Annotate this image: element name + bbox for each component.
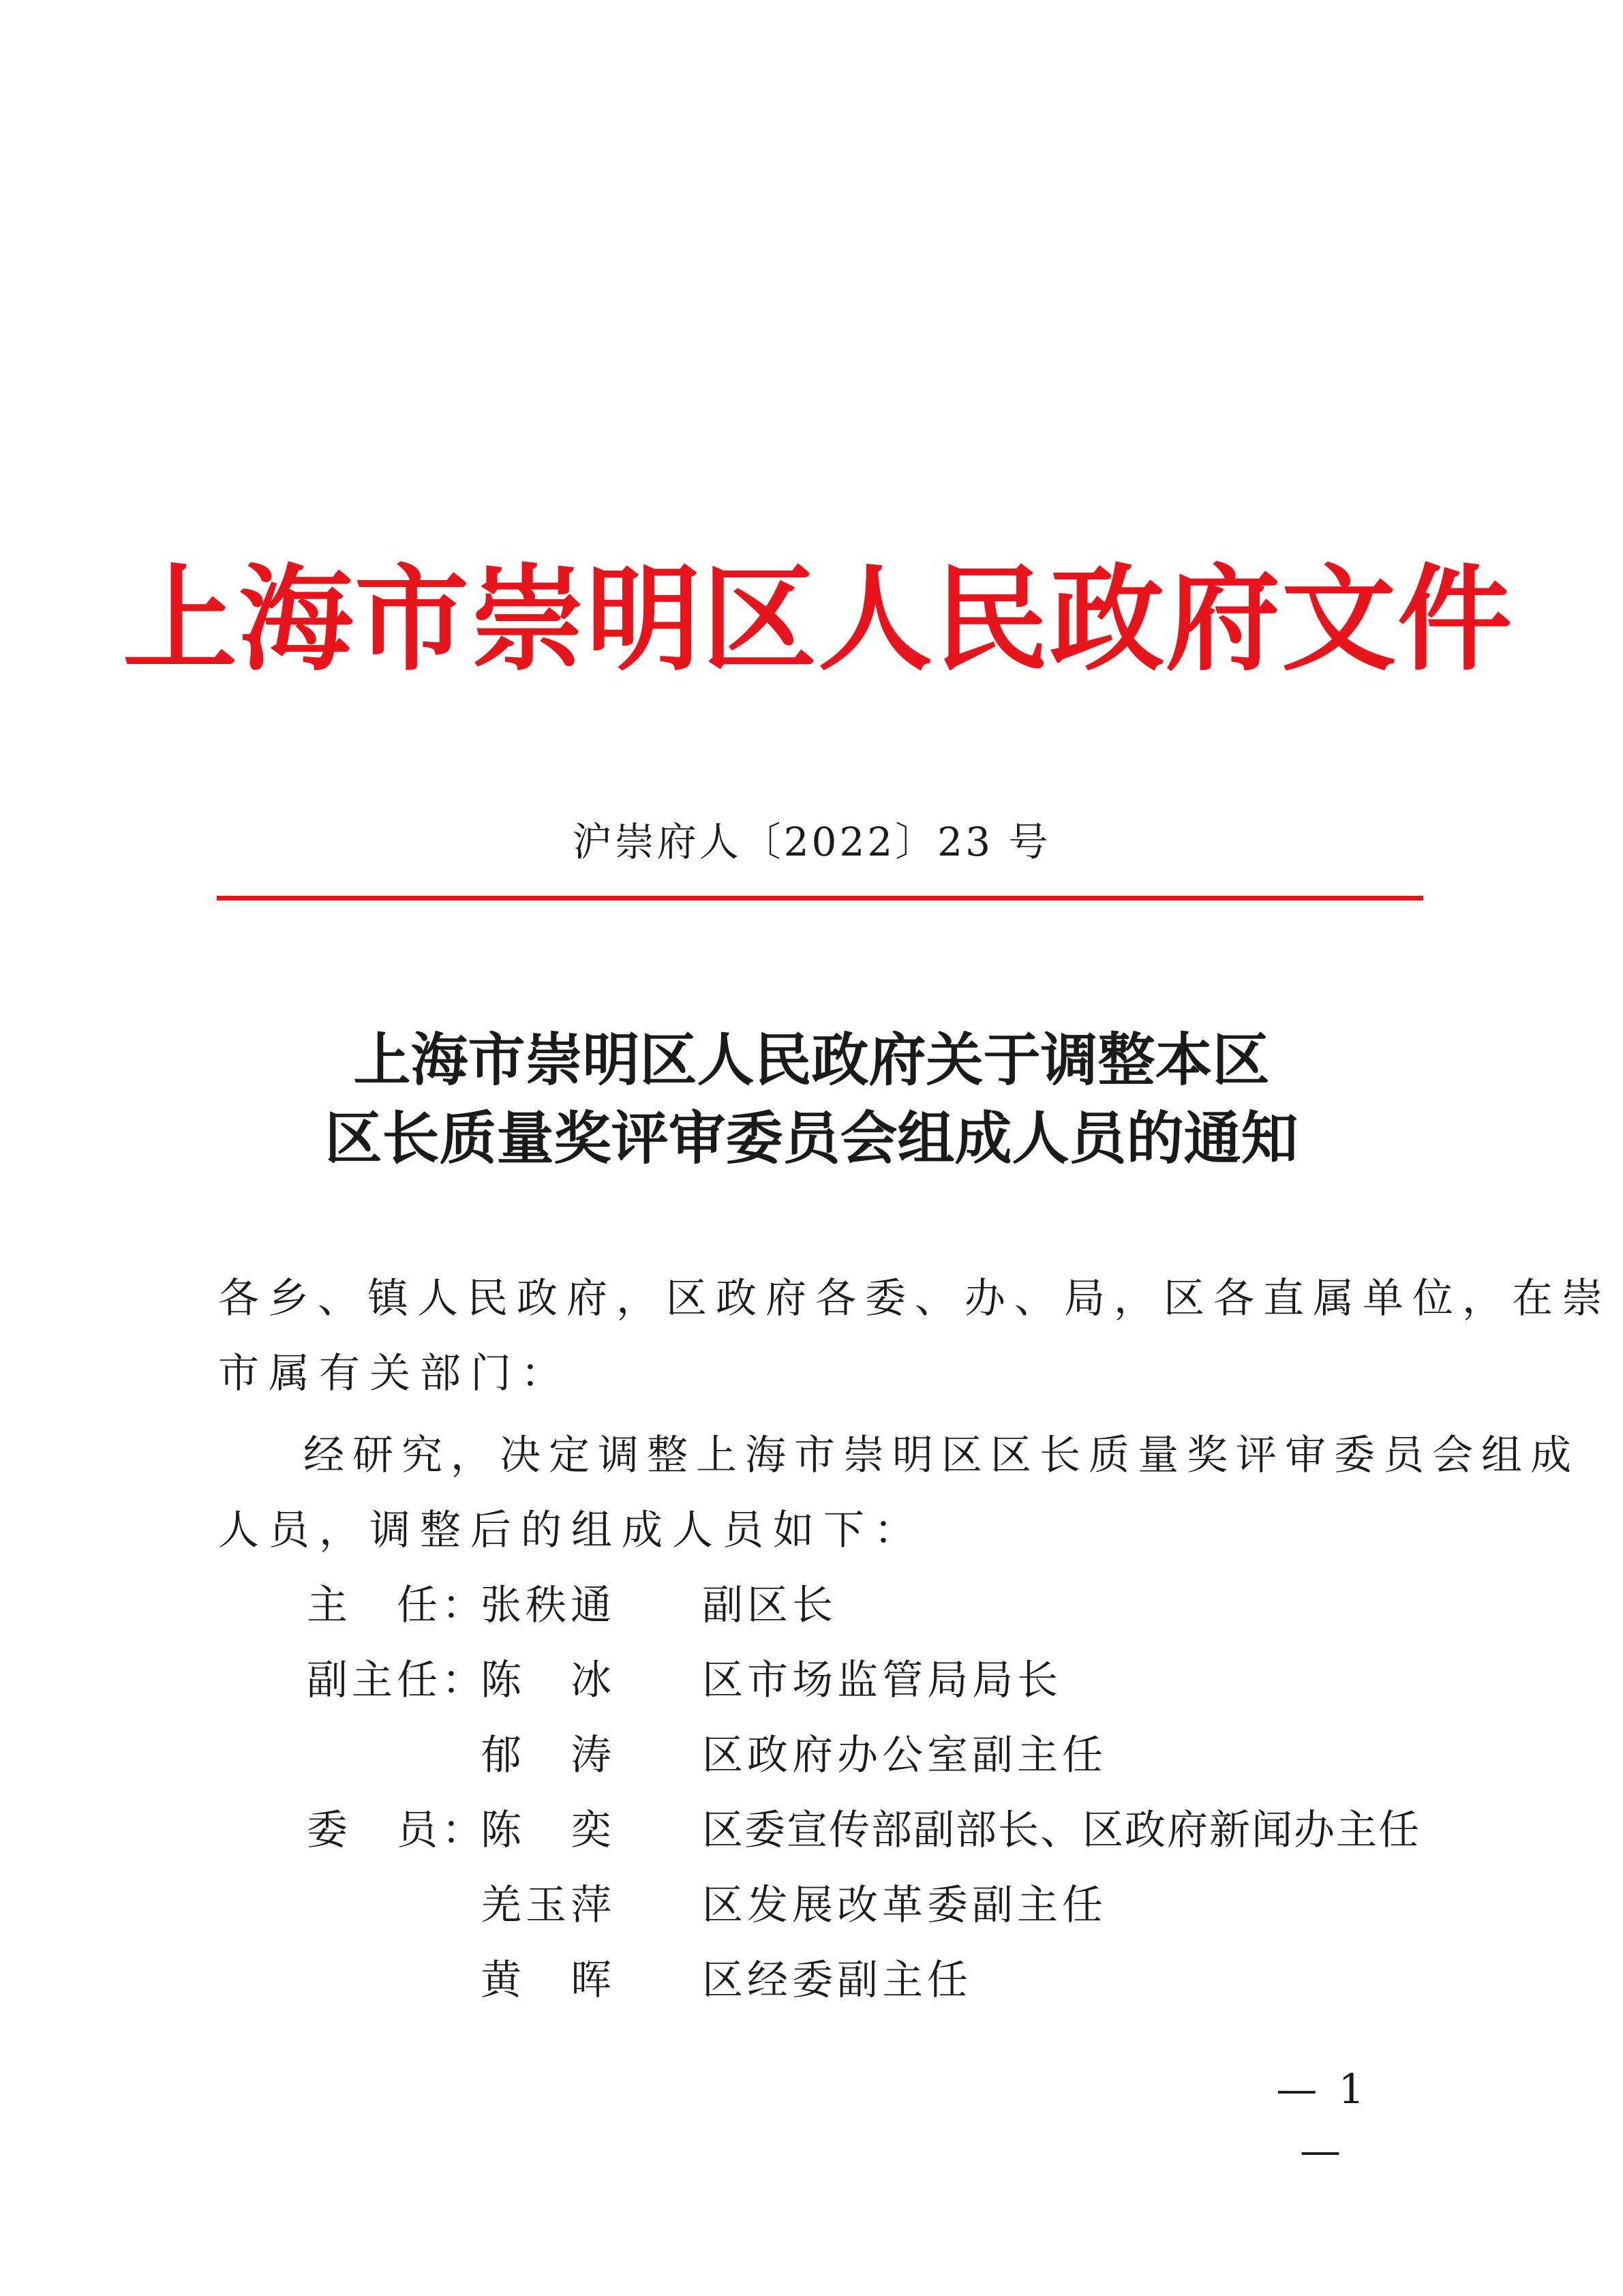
document-number: 沪崇府人〔2022〕23 号 xyxy=(572,819,1051,865)
document-title-line-2: 区长质量奖评审委员会组成人员的通知 xyxy=(324,1104,1299,1172)
body-paragraph-line-2: 人员，调整后的组成人员如下： xyxy=(218,1507,924,1554)
member-position: 区委宣传部副部长、区政府新闻办主任 xyxy=(702,1807,1421,1854)
red-divider-line xyxy=(217,896,1423,901)
member-role: 委 员： xyxy=(307,1807,487,1854)
member-name: 黄 晖 xyxy=(481,1957,616,2004)
salutation-line-2: 市属有关部门： xyxy=(218,1350,571,1398)
member-position: 区经委副主任 xyxy=(702,1957,972,2004)
body-paragraph-line-1: 经研究，决定调整上海市崇明区区长质量奖评审委员会组成 xyxy=(303,1432,1579,1479)
member-position: 区市场监管局局长 xyxy=(702,1657,1062,1704)
page-number: — 1 — xyxy=(1276,2066,1369,2175)
member-position: 副区长 xyxy=(702,1582,837,1629)
member-position: 区发展改革委副主任 xyxy=(702,1882,1107,1929)
document-title-line-1: 上海市崇明区人民政府关于调整本区 xyxy=(353,1026,1270,1093)
member-role: 主 任： xyxy=(307,1582,487,1629)
member-name: 陈 冰 xyxy=(481,1657,616,1704)
salutation-line-1: 各乡、镇人民政府，区政府各委、办、局，区各直属单位，在崇 xyxy=(218,1275,1611,1323)
document-masthead: 上海市崇明区人民政府文件 xyxy=(123,551,1513,686)
member-name: 羌玉萍 xyxy=(481,1882,616,1929)
member-position: 区政府办公室副主任 xyxy=(702,1732,1107,1779)
member-name: 郁 涛 xyxy=(481,1732,616,1779)
member-name: 张秩通 xyxy=(481,1582,616,1629)
member-name: 陈 奕 xyxy=(481,1807,616,1854)
member-role: 副主任： xyxy=(307,1657,487,1704)
